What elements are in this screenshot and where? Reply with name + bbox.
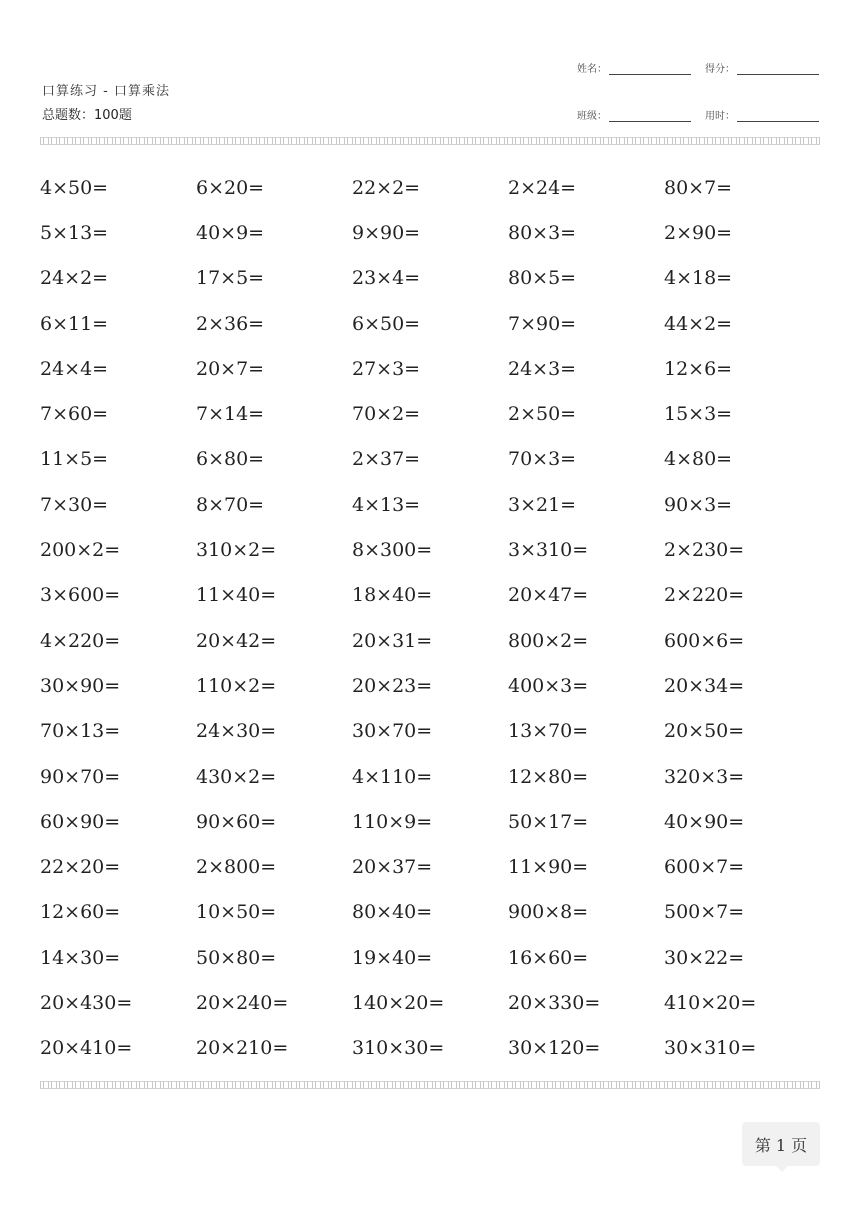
time-blank[interactable] xyxy=(737,111,819,122)
problem-item: 50×80= xyxy=(196,946,277,969)
problem-item: 20×7= xyxy=(196,357,265,380)
problem-item: 20×210= xyxy=(196,1037,289,1060)
problem-item: 4×18= xyxy=(664,267,733,290)
problem-item: 9×90= xyxy=(352,221,421,244)
problem-item: 2×37= xyxy=(352,448,421,471)
problem-item: 24×2= xyxy=(40,267,109,290)
problem-item: 200×2= xyxy=(40,539,121,562)
problem-row xyxy=(40,210,820,255)
class-field[interactable] xyxy=(577,107,691,122)
problem-item: 600×6= xyxy=(664,629,745,652)
problem-row xyxy=(40,165,820,210)
problem-item: 20×31= xyxy=(352,629,433,652)
problem-item: 400×3= xyxy=(508,674,589,697)
problem-item: 44×2= xyxy=(664,312,733,335)
problem-item: 18×40= xyxy=(352,584,433,607)
problem-row xyxy=(40,301,820,346)
problem-item: 6×80= xyxy=(196,448,265,471)
problem-item: 20×330= xyxy=(508,991,601,1014)
problem-item: 24×30= xyxy=(196,720,277,743)
problem-item: 3×21= xyxy=(508,493,577,516)
problem-item: 2×800= xyxy=(196,856,277,879)
problem-row xyxy=(40,980,820,1025)
time-field[interactable] xyxy=(705,107,819,122)
problem-item: 14×30= xyxy=(40,946,121,969)
problem-item: 90×70= xyxy=(40,765,121,788)
class-blank[interactable] xyxy=(609,111,691,122)
problem-item: 3×310= xyxy=(508,539,589,562)
problem-item: 70×2= xyxy=(352,403,421,426)
problem-item: 20×23= xyxy=(352,674,433,697)
problem-item: 800×2= xyxy=(508,629,589,652)
problem-item: 30×22= xyxy=(664,946,745,969)
problem-item: 5×13= xyxy=(40,221,109,244)
problem-item: 3×600= xyxy=(40,584,121,607)
problem-item: 12×6= xyxy=(664,357,733,380)
problem-item: 17×5= xyxy=(196,267,265,290)
problem-item: 2×230= xyxy=(664,539,745,562)
problem-item: 140×20= xyxy=(352,991,445,1014)
problem-item: 600×7= xyxy=(664,856,745,879)
problem-item: 15×3= xyxy=(664,403,733,426)
problem-item: 4×220= xyxy=(40,629,121,652)
problem-row xyxy=(40,935,820,980)
problem-item: 90×3= xyxy=(664,493,733,516)
problem-row xyxy=(40,437,820,482)
problem-item: 6×11= xyxy=(40,312,109,335)
problem-item: 2×36= xyxy=(196,312,265,335)
problem-row xyxy=(40,799,820,844)
page-number: 第 1 页 xyxy=(754,1135,808,1155)
name-field[interactable] xyxy=(577,60,691,75)
problem-item: 40×9= xyxy=(196,221,265,244)
problem-item: 7×60= xyxy=(40,403,109,426)
problem-item: 40×90= xyxy=(664,810,745,833)
problem-row xyxy=(40,618,820,663)
problem-item: 80×7= xyxy=(664,176,733,199)
problem-item: 4×110= xyxy=(352,765,433,788)
problem-item: 70×3= xyxy=(508,448,577,471)
problem-item: 6×20= xyxy=(196,176,265,199)
problem-item: 4×50= xyxy=(40,176,109,199)
problem-item: 410×20= xyxy=(664,991,757,1014)
problem-item: 19×40= xyxy=(352,946,433,969)
decorative-border-bottom xyxy=(40,1081,820,1089)
name-blank[interactable] xyxy=(609,64,691,75)
problem-item: 4×13= xyxy=(352,493,421,516)
problem-item: 20×410= xyxy=(40,1037,133,1060)
problem-item: 12×80= xyxy=(508,765,589,788)
score-blank[interactable] xyxy=(737,64,819,75)
problem-grid xyxy=(40,165,820,1071)
problem-item: 80×40= xyxy=(352,901,433,924)
problem-row xyxy=(40,573,820,618)
problem-row xyxy=(40,1026,820,1071)
time-label: 用时： xyxy=(705,111,735,122)
problem-row xyxy=(40,391,820,436)
problem-item: 60×90= xyxy=(40,810,121,833)
problem-item: 27×3= xyxy=(352,357,421,380)
problem-item: 20×240= xyxy=(196,991,289,1014)
problem-item: 70×13= xyxy=(40,720,121,743)
problem-item: 50×17= xyxy=(508,810,589,833)
problem-row xyxy=(40,754,820,799)
problem-row xyxy=(40,663,820,708)
problem-item: 20×42= xyxy=(196,629,277,652)
problem-item: 2×24= xyxy=(508,176,577,199)
problem-item: 10×50= xyxy=(196,901,277,924)
problem-item: 30×90= xyxy=(40,674,121,697)
problem-item: 90×60= xyxy=(196,810,277,833)
problem-item: 23×4= xyxy=(352,267,421,290)
problem-item: 2×220= xyxy=(664,584,745,607)
problem-item: 2×90= xyxy=(664,221,733,244)
problem-item: 900×8= xyxy=(508,901,589,924)
problem-row xyxy=(40,890,820,935)
problem-item: 13×70= xyxy=(508,720,589,743)
problem-item: 110×9= xyxy=(352,810,433,833)
problem-item: 22×20= xyxy=(40,856,121,879)
problem-row xyxy=(40,709,820,754)
problem-row xyxy=(40,482,820,527)
problem-item: 430×2= xyxy=(196,765,277,788)
problem-item: 8×70= xyxy=(196,493,265,516)
problem-item: 110×2= xyxy=(196,674,277,697)
problem-item: 20×50= xyxy=(664,720,745,743)
problem-item: 2×50= xyxy=(508,403,577,426)
problem-item: 11×40= xyxy=(196,584,277,607)
problem-item: 7×14= xyxy=(196,403,265,426)
problem-item: 30×70= xyxy=(352,720,433,743)
problem-item: 20×430= xyxy=(40,991,133,1014)
problem-item: 20×34= xyxy=(664,674,745,697)
worksheet-title: 口算练习 - 口算乘法 xyxy=(42,84,170,99)
problem-row xyxy=(40,346,820,391)
problem-item: 20×37= xyxy=(352,856,433,879)
problem-item: 7×90= xyxy=(508,312,577,335)
problem-item: 310×30= xyxy=(352,1037,445,1060)
problem-item: 22×2= xyxy=(352,176,421,199)
problem-item: 11×5= xyxy=(40,448,109,471)
problem-item: 4×80= xyxy=(664,448,733,471)
problem-item: 30×120= xyxy=(508,1037,601,1060)
problem-item: 30×310= xyxy=(664,1037,757,1060)
class-label: 班级： xyxy=(577,111,607,122)
name-label: 姓名： xyxy=(577,64,607,75)
problem-item: 24×4= xyxy=(40,357,109,380)
problem-item: 8×300= xyxy=(352,539,433,562)
problem-item: 6×50= xyxy=(352,312,421,335)
problem-item: 320×3= xyxy=(664,765,745,788)
problem-item: 80×3= xyxy=(508,221,577,244)
problem-item: 7×30= xyxy=(40,493,109,516)
question-count: 总题数：100题 xyxy=(42,108,132,123)
problem-item: 20×47= xyxy=(508,584,589,607)
problem-item: 11×90= xyxy=(508,856,589,879)
problem-row xyxy=(40,527,820,572)
problem-row xyxy=(40,844,820,889)
score-field[interactable] xyxy=(705,60,819,75)
score-label: 得分： xyxy=(705,64,735,75)
problem-item: 24×3= xyxy=(508,357,577,380)
problem-item: 500×7= xyxy=(664,901,745,924)
problem-item: 310×2= xyxy=(196,539,277,562)
problem-item: 16×60= xyxy=(508,946,589,969)
problem-item: 80×5= xyxy=(508,267,577,290)
problem-item: 12×60= xyxy=(40,901,121,924)
page-number-badge xyxy=(742,1122,820,1166)
decorative-border-top xyxy=(40,137,820,145)
problem-row xyxy=(40,256,820,301)
